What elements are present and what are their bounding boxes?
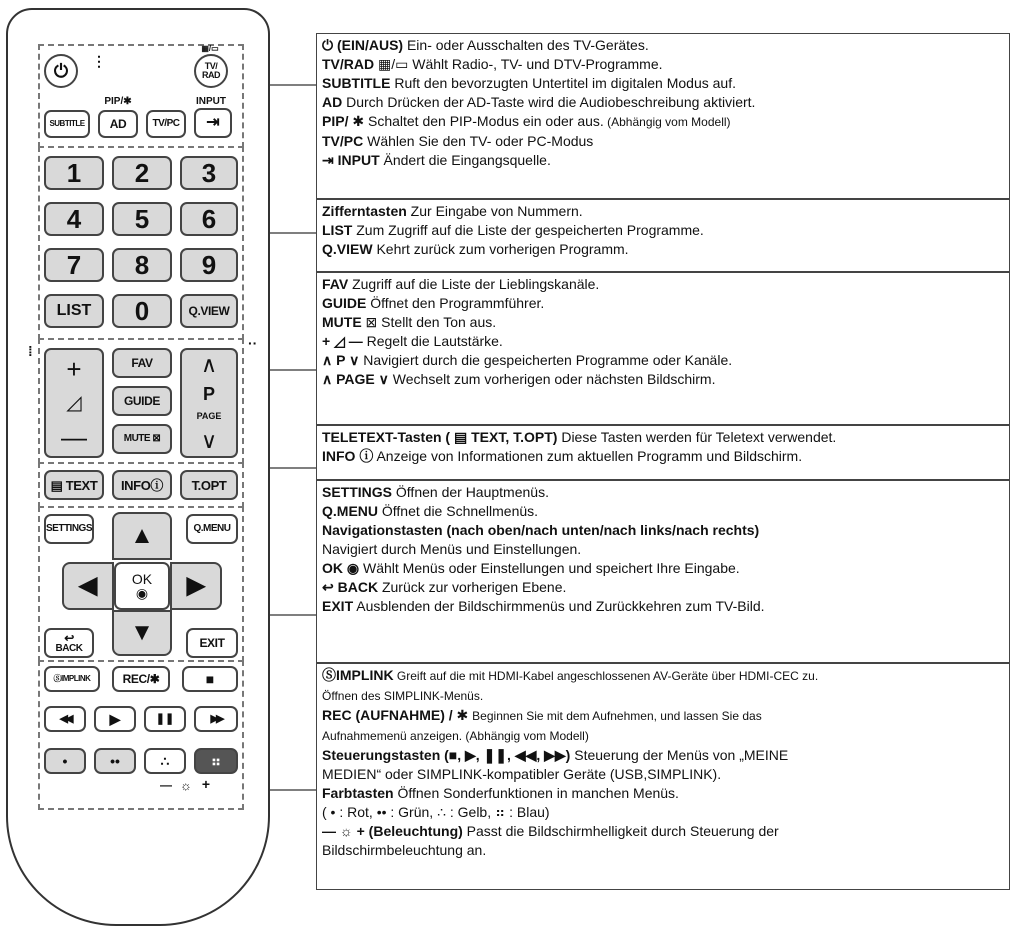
sun-icon: ☼ <box>180 778 192 793</box>
page-up-icon[interactable]: ∧ <box>200 352 218 378</box>
description-line <box>322 822 1004 841</box>
description-key: EXIT <box>322 598 354 614</box>
description-text: Navigiert durch Menüs und Einstellungen. <box>322 541 582 557</box>
description-text: Zurück zur vorherigen Ebene. <box>378 579 567 595</box>
description-text: Durch Drücken der AD-Taste wird die Audiobeschreibung aktiviert. <box>342 94 756 110</box>
description-volume-group <box>316 272 1010 425</box>
back-button[interactable] <box>44 628 94 658</box>
number-button-0[interactable]: 0 <box>112 294 172 328</box>
dots-decor-left: ⁞ <box>28 343 33 359</box>
back-icon: ↩ <box>64 631 74 645</box>
number-button-7[interactable]: 7 <box>44 248 104 282</box>
description-text: ▦/▭ Wählt Radio-, TV- und DTV-Programme. <box>374 56 663 72</box>
description-line <box>322 447 1004 466</box>
description-text: Ändert die Eingangsquelle. <box>379 152 551 168</box>
list-button[interactable]: LIST <box>44 294 104 328</box>
description-line <box>322 351 1004 370</box>
rewind-button[interactable]: ◀◀ <box>44 706 86 732</box>
description-line <box>322 55 1004 74</box>
number-button-6[interactable]: 6 <box>180 202 238 236</box>
fav-button[interactable]: FAV <box>112 348 172 378</box>
description-line <box>322 841 1004 860</box>
qmenu-button[interactable]: Q.MENU <box>186 514 238 544</box>
power-button[interactable]: ⏻ <box>44 54 78 88</box>
description-line <box>322 784 1004 803</box>
page-rocker[interactable] <box>180 348 238 458</box>
pip-label: PIP/✱ <box>104 96 132 107</box>
number-button-1[interactable]: 1 <box>44 156 104 190</box>
volume-down-icon[interactable]: — <box>61 422 87 453</box>
description-line <box>322 332 1004 351</box>
description-text: Kehrt zurück zum vorherigen Programm. <box>372 241 629 257</box>
rec-button[interactable]: REC/✱ <box>112 666 170 692</box>
dots-decor-right: ·· <box>248 335 258 351</box>
description-text: Navigiert durch die gespeicherten Programme oder Kanäle. <box>359 352 733 368</box>
description-key: ↩ BACK <box>322 579 379 595</box>
tvpc-button[interactable]: TV/PC <box>146 110 186 138</box>
description-text: Öffnet den Programmführer. <box>366 295 545 311</box>
mute-button[interactable]: MUTE ⊠ <box>112 424 172 454</box>
description-text: ( • : Rot, •• : Grün, ∴ : Gelb, ⠶ : Blau) <box>322 804 550 820</box>
description-line <box>322 275 1004 294</box>
description-key: TV/RAD <box>322 56 375 72</box>
description-key: — ☼ + (Beleuchtung) <box>322 823 463 839</box>
description-number-group <box>316 199 1010 272</box>
description-note: Greift auf die mit HDMI-Kabel angeschlossenen AV-Geräte über HDMI-CEC zu. <box>393 669 819 683</box>
number-button-4[interactable]: 4 <box>44 202 104 236</box>
qview-button[interactable]: Q.VIEW <box>180 294 238 328</box>
description-key: + ◿ — <box>322 333 363 349</box>
stop-button[interactable]: ■ <box>182 666 238 692</box>
description-note: Öffnen des SIMPLINK-Menüs. <box>322 689 484 703</box>
green-button[interactable]: •• <box>94 748 136 774</box>
description-text: Wechselt zum vorherigen oder nächsten Bildschirm. <box>388 371 716 387</box>
number-button-3[interactable]: 3 <box>180 156 238 190</box>
yellow-button[interactable]: ∴ <box>144 748 186 774</box>
description-line <box>322 483 1004 502</box>
nav-right-button[interactable]: ▶ <box>170 562 222 610</box>
description-line <box>322 151 1004 170</box>
description-line <box>322 746 1004 765</box>
description-line <box>322 428 1004 447</box>
description-key: ⓈIMPLINK <box>322 667 394 683</box>
description-line <box>322 803 1004 822</box>
description-key: GUIDE <box>322 295 367 311</box>
dots-decor: ⋮ <box>92 53 106 69</box>
description-text: Bildschirmbeleuchtung an. <box>322 842 487 858</box>
ok-icon: ◉ <box>135 585 149 601</box>
pause-button[interactable]: ❚❚ <box>144 706 186 732</box>
description-key: Steuerungstasten (■, ▶, ❚❚, ◀◀, ▶▶) <box>322 747 571 763</box>
page-p-label: P <box>202 384 215 405</box>
fast-forward-button[interactable]: ▶▶ <box>194 706 238 732</box>
description-navigation-group <box>316 480 1010 663</box>
description-key: ∧ P ∨ <box>322 352 360 368</box>
topt-button[interactable]: T.OPT <box>180 470 238 500</box>
description-teletext-group <box>316 425 1010 480</box>
text-button[interactable]: ▤ TEXT <box>44 470 104 500</box>
play-button[interactable]: ▶ <box>94 706 136 732</box>
description-key: AD <box>322 94 343 110</box>
description-line <box>322 294 1004 313</box>
simplink-button[interactable]: ⓈIMPLINK <box>44 666 100 692</box>
description-key: REC (AUFNAHME) / <box>322 707 453 723</box>
description-line <box>322 502 1004 521</box>
remote-control <box>6 8 270 926</box>
description-text: Öffnen der Hauptmenüs. <box>392 484 549 500</box>
description-text: Regelt die Lautstärke. <box>362 333 503 349</box>
description-line <box>322 540 1004 559</box>
description-line <box>322 765 1004 784</box>
description-line <box>322 221 1004 240</box>
description-line <box>322 597 1004 616</box>
description-text: Steuerung der Menüs von „MEINE <box>570 747 789 763</box>
description-note: Beginnen Sie mit dem Aufnehmen, und lassen Sie das <box>472 709 762 723</box>
ad-button[interactable]: AD <box>98 110 138 138</box>
description-text: Anzeige von Informationen zum aktuellen Programm und Bildschirm. <box>373 448 803 464</box>
description-text: Ruft den bevorzugten Untertitel im digitalen Modus auf. <box>390 75 736 91</box>
description-line <box>322 202 1004 221</box>
number-button-9[interactable]: 9 <box>180 248 238 282</box>
page-down-icon[interactable]: ∨ <box>200 427 218 453</box>
description-line <box>322 240 1004 259</box>
description-key: Zifferntasten <box>322 203 407 219</box>
description-text: Wählen Sie den TV- oder PC-Modus <box>363 133 594 149</box>
description-line <box>322 726 1004 746</box>
description-key: PIP/ <box>322 113 349 129</box>
exit-button[interactable]: EXIT <box>186 628 238 658</box>
number-button-8[interactable]: 8 <box>112 248 172 282</box>
tv-rad-button[interactable]: TV/ RAD <box>194 54 228 88</box>
description-key: ⇥ INPUT <box>322 152 380 168</box>
nav-up-button[interactable]: ▲ <box>112 512 172 560</box>
description-line <box>322 93 1004 112</box>
subtitle-button[interactable]: SUBTITLE <box>44 110 90 138</box>
description-key: OK ◉ <box>322 560 360 576</box>
description-line <box>322 706 1004 726</box>
volume-up-icon[interactable]: + <box>66 353 82 384</box>
guide-button[interactable]: GUIDE <box>112 386 172 416</box>
ok-label: OK <box>131 571 153 587</box>
description-note: (Abhängig vom Modell) <box>603 115 731 129</box>
description-text: Zugriff auf die Liste der Lieblingskanäle. <box>348 276 600 292</box>
description-text: Zum Zugriff auf die Liste der gespeicherten Programme. <box>352 222 704 238</box>
tv-rad-icon: ▦/▭ <box>201 44 219 53</box>
description-line <box>322 36 1004 55</box>
description-note: Aufnahmemenü anzeigen. (Abhängig vom Modell) <box>322 729 589 743</box>
description-text: Öffnen Sonderfunktionen in manchen Menüs. <box>393 785 679 801</box>
description-key: TV/PC <box>322 133 364 149</box>
backlight-plus-icon: + <box>201 776 211 792</box>
description-key: Farbtasten <box>322 785 394 801</box>
description-text: Passt die Bildschirmhelligkeit durch Steuerung der <box>462 823 779 839</box>
input-button[interactable]: ⇥ <box>194 108 232 138</box>
description-text: Ausblenden der Bildschirmmenüs und Zurückkehren zum TV-Bild. <box>353 598 765 614</box>
blue-button[interactable]: ⠶ <box>194 748 238 774</box>
nav-down-button[interactable]: ▼ <box>112 610 172 656</box>
description-line <box>322 559 1004 578</box>
description-text: ✱ Schaltet den PIP-Modus ein oder aus. <box>348 113 604 129</box>
red-button[interactable]: • <box>44 748 86 774</box>
description-key: ⏻ (EIN/AUS) <box>322 37 404 53</box>
back-label: BACK <box>55 643 83 654</box>
description-key: ∧ PAGE ∨ <box>322 371 389 387</box>
description-key: INFO ⓘ <box>322 448 374 464</box>
description-power-group <box>316 33 1010 199</box>
number-button-2[interactable]: 2 <box>112 156 172 190</box>
description-line <box>322 666 1004 686</box>
info-button[interactable]: INFOⓘ <box>112 470 172 500</box>
description-line <box>322 313 1004 332</box>
volume-rocker[interactable] <box>44 348 104 458</box>
ok-button[interactable] <box>114 562 170 610</box>
description-key: LIST <box>322 222 353 238</box>
description-key: TELETEXT-Tasten ( ▤ TEXT, T.OPT) <box>322 429 558 445</box>
description-line <box>322 132 1004 151</box>
description-key: FAV <box>322 276 349 292</box>
input-label: INPUT <box>196 96 226 107</box>
number-button-5[interactable]: 5 <box>112 202 172 236</box>
description-text: ✱ <box>452 707 473 723</box>
description-line <box>322 112 1004 132</box>
backlight-minus-icon: — <box>160 778 172 792</box>
description-line <box>322 578 1004 597</box>
description-line <box>322 686 1004 706</box>
description-line <box>322 74 1004 93</box>
description-key: Q.VIEW <box>322 241 373 257</box>
nav-left-button[interactable]: ◀ <box>62 562 114 610</box>
description-line <box>322 521 1004 540</box>
page-label: PAGE <box>196 410 222 421</box>
description-key: SUBTITLE <box>322 75 391 91</box>
description-line <box>322 370 1004 389</box>
description-text: Öffnet die Schnellmenüs. <box>378 503 539 519</box>
description-text: ⊠ Stellt den Ton aus. <box>361 314 497 330</box>
description-key: MUTE <box>322 314 362 330</box>
description-text: Ein- oder Ausschalten des TV-Gerätes. <box>403 37 649 53</box>
description-key: SETTINGS <box>322 484 393 500</box>
description-key: Navigationstasten (nach oben/nach unten/nach links/nach rechts) <box>322 522 760 538</box>
settings-button[interactable]: SETTINGS <box>44 514 94 544</box>
description-media-group <box>316 663 1010 890</box>
volume-icon: ◿ <box>66 391 82 414</box>
description-text: MEDIEN“ oder SIMPLINK-kompatibler Geräte (USB,SIMPLINK). <box>322 766 722 782</box>
description-text: Wählt Menüs oder Einstellungen und speichert Ihre Eingabe. <box>359 560 740 576</box>
description-text: Zur Eingabe von Nummern. <box>406 203 583 219</box>
description-text: Diese Tasten werden für Teletext verwendet. <box>557 429 837 445</box>
description-key: Q.MENU <box>322 503 378 519</box>
